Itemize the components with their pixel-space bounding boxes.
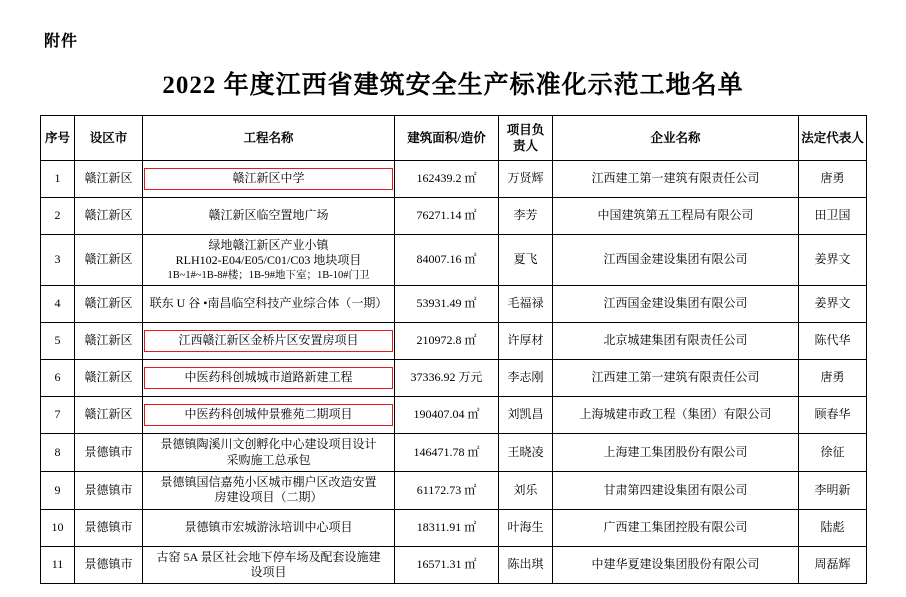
cell-seq: 7	[41, 397, 75, 434]
cell-area: 53931.49 ㎡	[395, 286, 499, 323]
project-name-line: 绿地赣江新区产业小镇	[208, 238, 329, 252]
page-title: 2022 年度江西省建筑安全生产标准化示范工地名单	[162, 72, 744, 99]
cell-rep: 周磊辉	[799, 546, 867, 584]
column-header-company: 企业名称	[553, 116, 799, 161]
table-row	[41, 434, 867, 472]
cell-area: 61172.73 ㎡	[395, 471, 499, 509]
project-name-line: 古窑 5A 景区社会地下停车场及配套设施建	[156, 549, 381, 564]
project-name-line: 采购施工总承包	[226, 452, 311, 467]
project-highlight-box	[144, 330, 393, 351]
column-header-rep: 法定代表人	[799, 116, 867, 161]
cell-rep: 李明新	[799, 471, 867, 509]
column-header-leader: 项目负责人	[499, 116, 553, 161]
cell-seq: 3	[41, 235, 75, 286]
cell-city: 赣江新区	[75, 235, 143, 286]
table-row	[41, 198, 867, 235]
column-header-area: 建筑面积/造价	[395, 116, 499, 161]
cell-rep: 姜界文	[799, 286, 867, 323]
cell-leader: 李芳	[499, 198, 553, 235]
cell-company: 甘肃第四建设集团有限公司	[553, 471, 799, 509]
cell-project	[143, 434, 395, 472]
project-name-line: 景德镇陶溪川文创孵化中心建设项目设计	[160, 437, 377, 452]
cell-seq: 5	[41, 323, 75, 360]
cell-company: 北京城建集团有限责任公司	[553, 323, 799, 360]
cell-company: 江西国金建设集团有限公司	[553, 235, 799, 286]
cell-city: 赣江新区	[75, 323, 143, 360]
table-row	[41, 323, 867, 360]
cell-area: 210972.8 ㎡	[395, 323, 499, 360]
cell-project	[143, 471, 395, 509]
cell-company: 江西国金建设集团有限公司	[553, 286, 799, 323]
cell-city: 景德镇市	[75, 471, 143, 509]
cell-company: 广西建工集团控股有限公司	[553, 509, 799, 546]
table-row	[41, 360, 867, 397]
cell-area: 190407.04 ㎡	[395, 397, 499, 434]
cell-company: 江西建工第一建筑有限责任公司	[553, 360, 799, 397]
cell-rep: 田卫国	[799, 198, 867, 235]
cell-area: 162439.2 ㎡	[395, 161, 499, 198]
cell-company: 中建华夏建设集团股份有限公司	[553, 546, 799, 584]
cell-company: 上海城建市政工程（集团）有限公司	[553, 397, 799, 434]
column-header-project: 工程名称	[143, 116, 395, 161]
project-name-line: 1B~1#~1B-8#楼；1B-9#地下室；1B-10#门卫	[167, 269, 370, 281]
cell-area: 16571.31 ㎡	[395, 546, 499, 584]
cell-area: 37336.92 万元	[395, 360, 499, 397]
cell-project	[143, 397, 395, 434]
cell-seq: 8	[41, 434, 75, 472]
cell-leader: 李志刚	[499, 360, 553, 397]
table-row	[41, 546, 867, 584]
project-name-line: 中医药科创城城市道路新建工程	[184, 370, 353, 385]
cell-rep: 唐勇	[799, 360, 867, 397]
column-header-city: 设区市	[75, 116, 143, 161]
cell-rep: 徐征	[799, 434, 867, 472]
cell-seq: 6	[41, 360, 75, 397]
project-name-line: 赣江新区临空置地广场	[208, 208, 329, 223]
cell-leader: 王晓凌	[499, 434, 553, 472]
cell-city: 赣江新区	[75, 198, 143, 235]
project-name-line: 景德镇市宏城游泳培训中心项目	[184, 519, 353, 534]
cell-company: 江西建工第一建筑有限责任公司	[553, 161, 799, 198]
cell-city: 赣江新区	[75, 397, 143, 434]
table-row	[41, 509, 867, 546]
cell-leader: 夏飞	[499, 235, 553, 286]
project-highlight-box	[144, 367, 393, 388]
cell-company: 上海建工集团股份有限公司	[553, 434, 799, 472]
cell-project	[143, 235, 395, 286]
cell-project	[143, 509, 395, 546]
cell-area: 146471.78 ㎡	[395, 434, 499, 472]
cell-project	[143, 161, 395, 198]
project-highlight-box	[144, 404, 393, 425]
cell-leader: 毛福禄	[499, 286, 553, 323]
table-row	[41, 471, 867, 509]
project-name-line: RLH102-E04/E05/C01/C03 地块项目	[175, 253, 362, 268]
document-page	[0, 28, 906, 597]
cell-area: 84007.16 ㎡	[395, 235, 499, 286]
project-name-line: 景德镇国信嘉苑小区城市棚户区改造安置	[160, 474, 377, 489]
cell-seq: 9	[41, 471, 75, 509]
cell-city: 景德镇市	[75, 434, 143, 472]
project-name-line: 联东 U 谷 •南昌临空科技产业综合体（一期）	[149, 296, 388, 311]
cell-city: 景德镇市	[75, 509, 143, 546]
cell-seq: 2	[41, 198, 75, 235]
cell-rep: 顾春华	[799, 397, 867, 434]
project-name-line: 中医药科创城仲景雅苑二期项目	[184, 407, 353, 422]
table-row	[41, 235, 867, 286]
table-row	[41, 397, 867, 434]
demonstration-sites-table	[40, 115, 867, 584]
cell-project	[143, 360, 395, 397]
cell-company: 中国建筑第五工程局有限公司	[553, 198, 799, 235]
project-highlight-box	[144, 168, 393, 189]
cell-rep: 陈代华	[799, 323, 867, 360]
cell-seq: 11	[41, 546, 75, 584]
project-name-line: 房建设项目（二期）	[214, 490, 323, 505]
cell-city: 赣江新区	[75, 161, 143, 198]
project-name-line: 赣江新区中学	[232, 171, 305, 186]
cell-area: 76271.14 ㎡	[395, 198, 499, 235]
cell-city: 赣江新区	[75, 286, 143, 323]
cell-area: 18311.91 ㎡	[395, 509, 499, 546]
cell-project	[143, 286, 395, 323]
cell-leader: 叶海生	[499, 509, 553, 546]
cell-city: 景德镇市	[75, 546, 143, 584]
cell-rep: 姜界文	[799, 235, 867, 286]
project-name-line: 设项目	[250, 564, 287, 579]
column-header-seq: 序号	[41, 116, 75, 161]
cell-leader: 刘乐	[499, 471, 553, 509]
cell-rep: 唐勇	[799, 161, 867, 198]
cell-leader: 许厚材	[499, 323, 553, 360]
cell-seq: 1	[41, 161, 75, 198]
attachment-label: 附件	[44, 33, 79, 50]
cell-seq: 4	[41, 286, 75, 323]
cell-city: 赣江新区	[75, 360, 143, 397]
cell-leader: 陈出琪	[499, 546, 553, 584]
cell-leader: 刘凯昌	[499, 397, 553, 434]
table-row	[41, 286, 867, 323]
project-name-line: 江西赣江新区金桥片区安置房项目	[178, 333, 359, 348]
table-header-row	[41, 116, 867, 161]
cell-project	[143, 546, 395, 584]
cell-seq: 10	[41, 509, 75, 546]
cell-project	[143, 198, 395, 235]
cell-project	[143, 323, 395, 360]
cell-rep: 陆彪	[799, 509, 867, 546]
table-body	[41, 161, 867, 584]
cell-leader: 万贤辉	[499, 161, 553, 198]
table-row	[41, 161, 867, 198]
